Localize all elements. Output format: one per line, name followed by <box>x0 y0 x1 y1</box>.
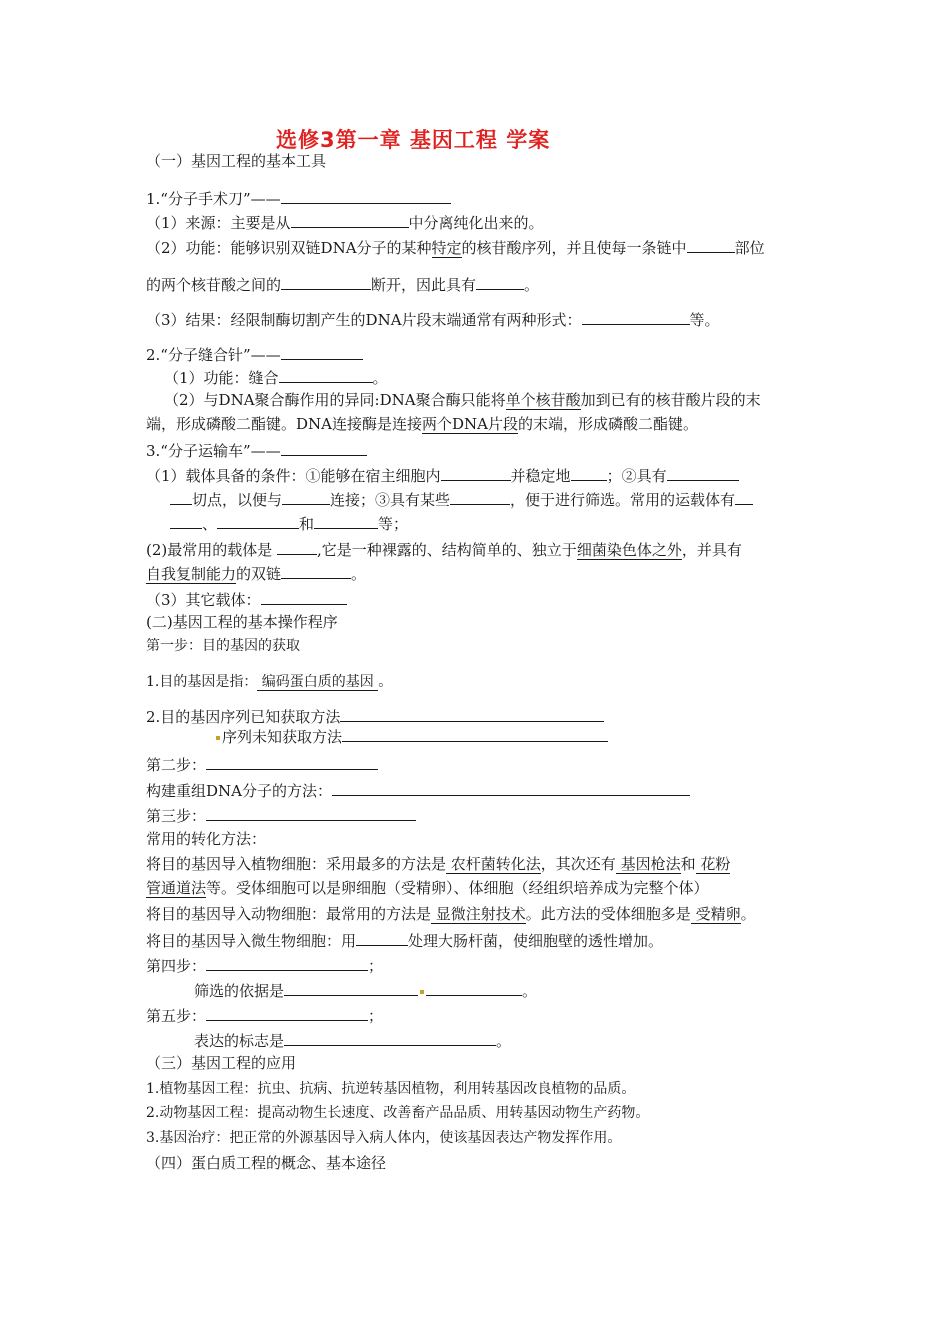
carrier-main-2: 自我复制能力的双链 。 <box>146 562 366 584</box>
carrier-main-1: (2)最常用的载体是 ,它是一种裸露的、结构简单的、独立于细菌染色体之外，并具有 <box>146 538 742 560</box>
build-method: 构建重组DNA分子的方法： <box>146 779 690 801</box>
knife-function-2: 的两个核苷酸之间的 断开，因此具有 。 <box>146 273 539 295</box>
application-1: 1.植物基因工程：抗虫、抗病、抗逆转基因植物，利用转基因改良植物的品质。 <box>146 1081 636 1097</box>
section-2-heading: (二)基因工程的基本操作程序 <box>146 613 338 631</box>
needle-function: （1）功能：缝合 。 <box>164 366 388 388</box>
knife-result: （3）结果：经限制酶切割产生的DNA片段末端通常有两种形式： 等。 <box>146 308 720 330</box>
target-gene: 1.目的基因是指： 编码蛋白质的基因 。 <box>146 674 393 690</box>
expression-sign: 表达的标志是 。 <box>194 1029 511 1051</box>
application-2: 2.动物基因工程：提高动物生长速度、改善畜产品品质、用转基因动物生产药物。 <box>146 1105 650 1121</box>
step-5: 第五步： ； <box>146 1004 383 1026</box>
plant-method: 将目的基因导入植物细胞：采用最多的方法是 农杆菌转化法，其次还有 基因枪法和 花粉 <box>146 855 731 873</box>
section-4-heading: （四）蛋白质工程的概念、基本途径 <box>146 1154 387 1172</box>
carrier-conditions-2: 切点，以便与 连接；③具有某些 ，便于进行筛选。常用的运载体有 <box>170 488 753 510</box>
carrier-conditions-1: （1）载体具备的条件：①能够在宿主细胞内 并稳定地 ；②具有 <box>146 464 739 486</box>
carrier-other: （3）其它载体： <box>146 588 347 610</box>
screen-basis: 筛选的依据是 。 <box>194 979 537 1001</box>
step-2: 第二步： <box>146 753 378 775</box>
carrier-conditions-3: 、 和 等； <box>170 512 408 534</box>
step-4: 第四步： ； <box>146 954 383 976</box>
section-3-heading: （三）基因工程的应用 <box>146 1054 297 1072</box>
section-1-heading: （一）基因工程的基本工具 <box>146 152 327 170</box>
needle-compare-2: 端，形成磷酸二酯键。DNA连接酶是连接两个DNA片段的末端，形成磷酸二酯键。 <box>146 415 698 433</box>
common-methods: 常用的转化方法： <box>146 830 267 848</box>
plant-method-2: 管通道法等。受体细胞可以是卵细胞（受精卵）、体细胞（经组织培养成为完整个体） <box>146 879 709 897</box>
knife-function: （2）功能：能够识别双链DNA分子的某种特定的核苷酸序列，并且使每一条链中 部位 <box>146 236 765 258</box>
step-3: 第三步： <box>146 804 416 826</box>
step-1: 第一步：目的基因的获取 <box>146 638 300 654</box>
knife-line: 1.“分子手术刀”—— <box>146 187 451 209</box>
application-3: 3.基因治疗：把正常的外源基因导入病人体内，使该基因表达产物发挥作用。 <box>146 1130 622 1146</box>
animal-method: 将目的基因导入动物细胞：最常用的方法是 显微注射技术。此方法的受体细胞多是 受精卵。 <box>146 905 756 923</box>
carrier-line: 3.“分子运输车”—— <box>146 439 367 461</box>
micro-method: 将目的基因导入微生物细胞：用 处理大肠杆菌，使细胞壁的透性增加。 <box>146 929 663 951</box>
blank <box>281 187 451 204</box>
needle-compare: （2）与DNA聚合酶作用的异同:DNA聚合酶只能将单个核苷酸加到已有的核苷酸片段的末 <box>164 391 761 409</box>
needle-line: 2.“分子缝合针”—— <box>146 343 363 365</box>
knife-source: （1）来源：主要是从 中分离纯化出来的。 <box>146 211 544 233</box>
known-method: 2.目的基因序列已知获取方法 <box>146 705 604 727</box>
unknown-method: 序列未知获取方法 <box>214 725 608 747</box>
page-title: 选修3第一章 基因工程 学案 <box>276 128 551 152</box>
